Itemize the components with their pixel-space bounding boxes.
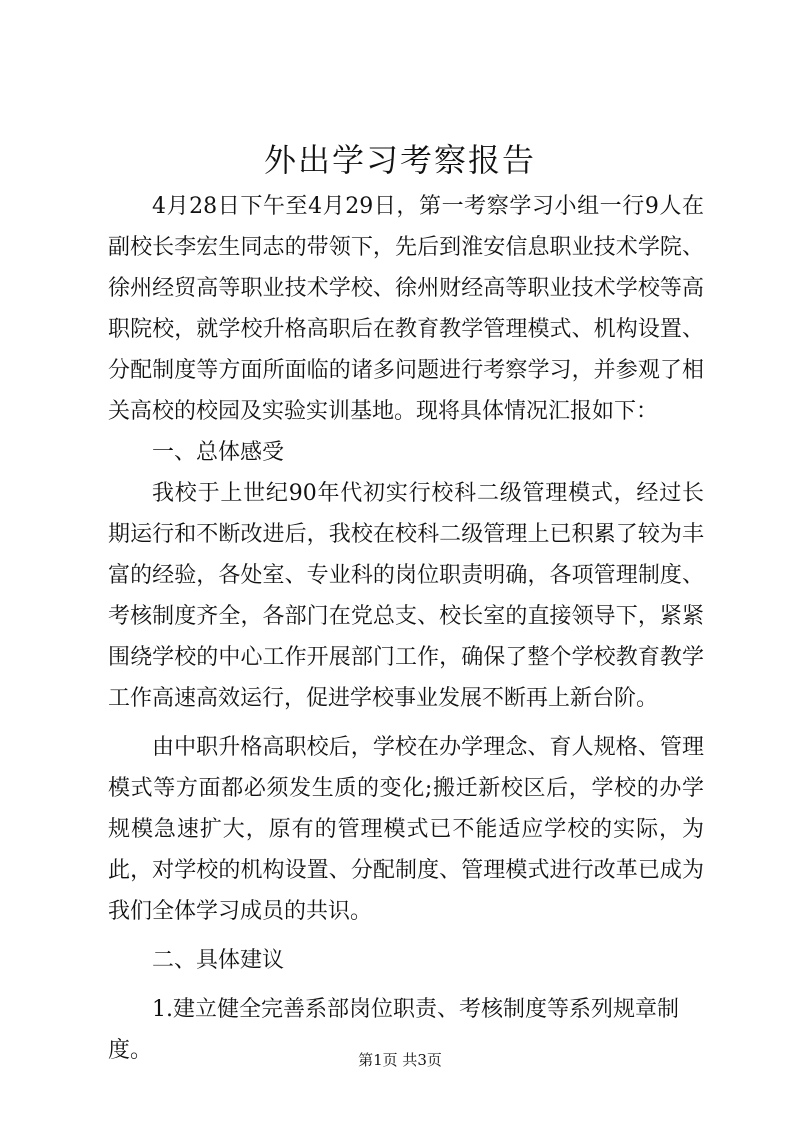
paragraph-gap — [108, 981, 704, 989]
page-footer: 第1页 共3页 — [358, 1051, 442, 1069]
paragraph-intro: 4月28日下午至4月29日，第一考察学习小组一行9人在副校长李宏生同志的带领下，先后到淮安信息职业技术学院、徐州经贸高等职业技术学校、徐州财经高等职业技术学校等高职院校，就学校升格高职后在教育教学管理模式、机构设置、分配制度等方面所面临的诸多问题进行考察学习，并参观了相关高校的校园及实验实训基地。现将具体情况汇报如下： — [108, 194, 704, 424]
document-body — [108, 186, 704, 1071]
section-heading-overall: 一、总体感受 — [152, 440, 285, 465]
paragraph-gap — [108, 932, 704, 940]
suggestion-item-1: 1.建立健全完善系部岗位职责、考核制度等系列规章制度。 — [108, 997, 679, 1063]
section-heading-suggestions: 二、具体建议 — [152, 948, 285, 973]
paragraph-reform-need: 由中职升格高职校后，学校在办学理念、育人规格、管理模式等方面都必须发生质的变化;搬迁新校区后，学校的办学规模急速扩大，原有的管理模式已不能适应学校的实际，为此，对学校的机构设置、分配制度、管理模式进行改革已成为我们全体学习成员的共识。 — [108, 735, 704, 924]
paragraph-gap — [108, 719, 704, 727]
document-title: 外出学习考察报告 — [263, 141, 536, 179]
paragraph-management-history: 我校于上世纪90年代初实行校科二级管理模式，经过长期运行和不断改进后，我校在校科二级管理上已积累了较为丰富的经验，各处室、专业科的岗位职责明确，各项管理制度、考核制度齐全，各部门在党总支、校长室的直接领导下，紧紧围绕学校的中心工作开展部门工作，确保了整个学校教育教学工作高速高效运行，促进学校事业发展不断再上新台阶。 — [108, 481, 704, 711]
